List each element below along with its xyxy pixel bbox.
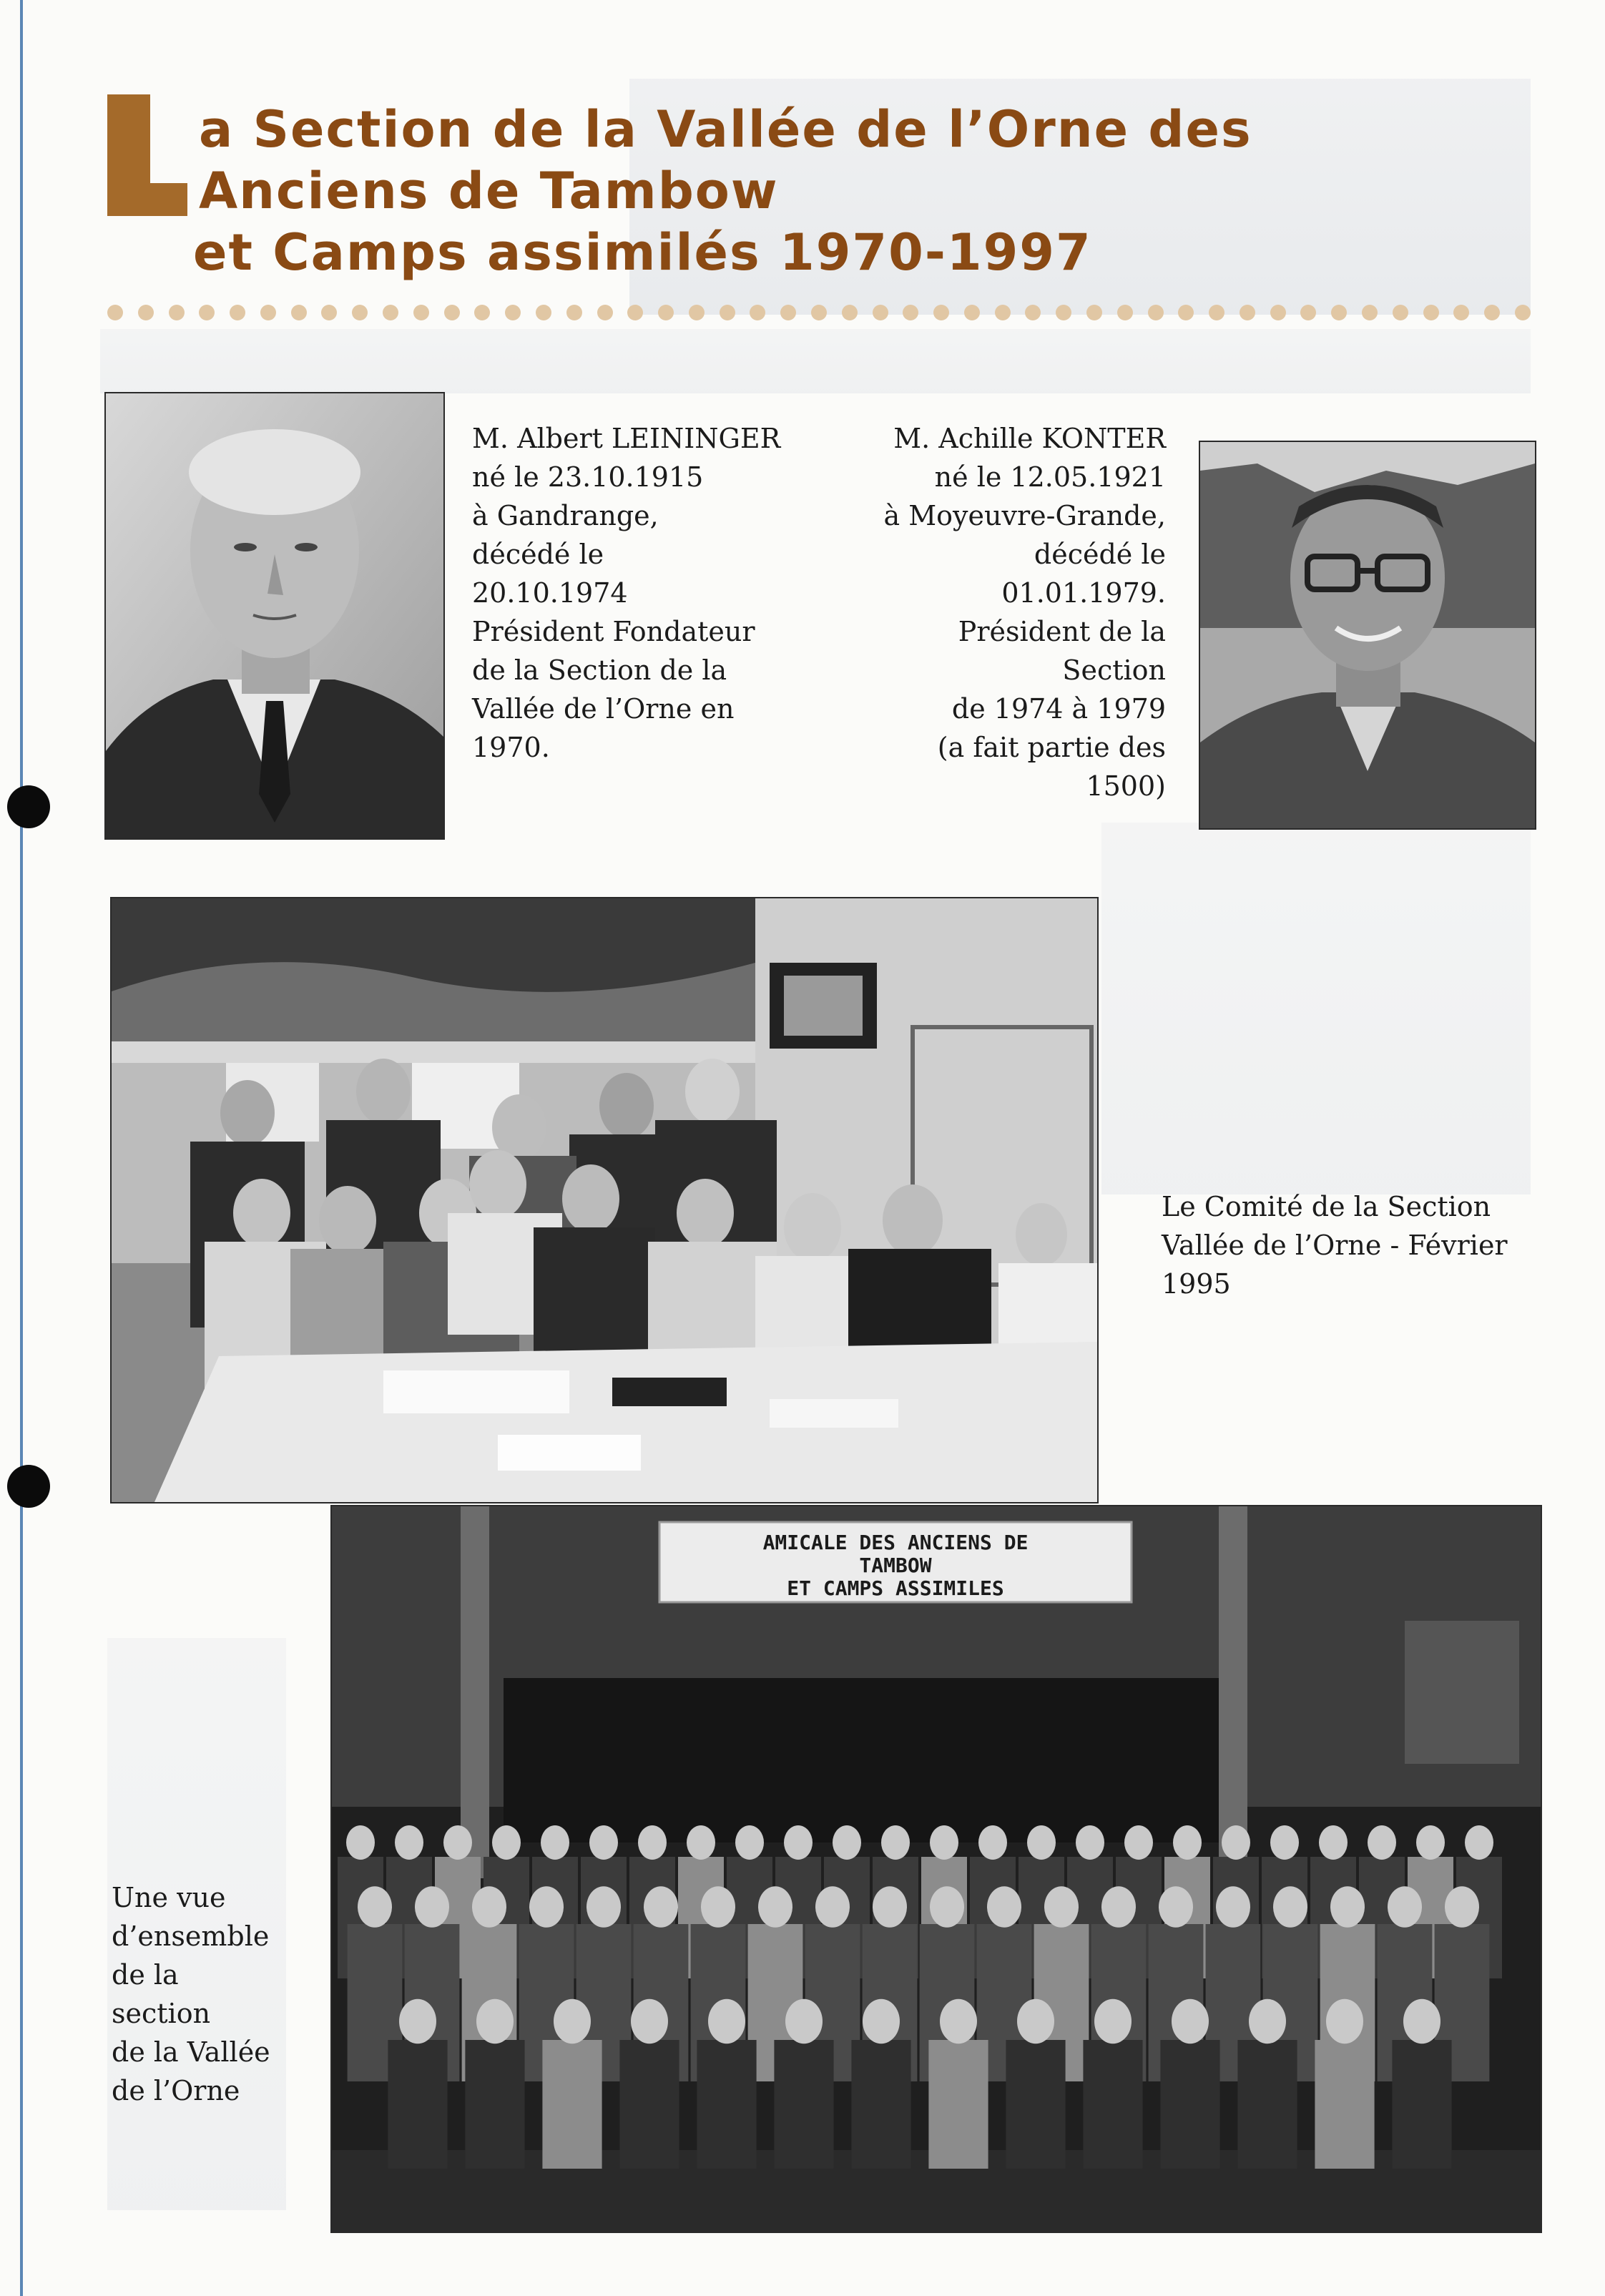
crowd-figure-body	[1160, 2040, 1219, 2169]
crowd-figure-body	[1237, 2040, 1297, 2169]
separator-dot	[1209, 305, 1224, 320]
separator-dot	[566, 305, 582, 320]
caption-line: décédé le	[472, 539, 604, 570]
separator-dot	[383, 305, 398, 320]
caption-line: décédé le	[1034, 539, 1166, 570]
page-title	[193, 99, 1379, 283]
caption-line: M. Achille KONTER	[893, 423, 1166, 454]
separator-dot	[169, 305, 185, 320]
banner-line: TAMBOW	[859, 1554, 932, 1577]
crowd-figure-head	[1173, 1825, 1202, 1860]
caption-line: Section	[1062, 654, 1166, 686]
separator-dot	[658, 305, 674, 320]
separator-dot	[1484, 305, 1500, 320]
caption-line: de 1974 à 1979	[951, 693, 1166, 725]
crowd-figure-head	[833, 1825, 861, 1860]
caption-line: 01.01.1979.	[1001, 577, 1166, 609]
crowd-figure-body	[1006, 2040, 1065, 2169]
title-line: Anciens de Tambow	[199, 162, 779, 220]
separator-dot	[474, 305, 490, 320]
caption-line: 20.10.1974	[472, 577, 628, 609]
crowd-figure-head	[815, 1886, 850, 1928]
separator-dot	[138, 305, 154, 320]
crowd-figure-head	[1027, 1825, 1056, 1860]
separator-dot	[750, 305, 765, 320]
caption-line: Président de la	[958, 616, 1166, 647]
crowd-figure-head	[785, 1999, 823, 2044]
separator-dot	[1453, 305, 1469, 320]
separator-dot	[964, 305, 980, 320]
crowd-figure-head	[443, 1825, 472, 1860]
crowd-figure-head	[687, 1825, 715, 1860]
crowd-figure-head	[1017, 1999, 1054, 2044]
crowd-figure-head	[476, 1999, 514, 2044]
crowd-figure-head	[1076, 1825, 1104, 1860]
title-line: a Section de la Vallée de l’Orne des	[199, 100, 1252, 159]
crowd-figure-head	[644, 1886, 678, 1928]
crowd-figure-head	[415, 1886, 449, 1928]
crowd-figure-body	[1083, 2040, 1142, 2169]
crowd-figure-head	[1249, 1999, 1286, 2044]
caption-line: (a fait partie des	[937, 732, 1166, 763]
crowd-figure-head	[1445, 1886, 1479, 1928]
portrait-caption-left	[472, 419, 780, 767]
crowd-figure-head	[586, 1886, 621, 1928]
crowd-figure-head	[1270, 1825, 1299, 1860]
crowd-figure-body	[619, 2040, 679, 2169]
crowd-figure-head	[1172, 1999, 1209, 2044]
crowd-figure-head	[1124, 1825, 1153, 1860]
crowd-figure-head	[1216, 1886, 1250, 1928]
dotted-separator	[107, 302, 1531, 323]
separator-dot	[995, 305, 1011, 320]
caption-line: né le 12.05.1921	[934, 461, 1166, 493]
separator-dot	[842, 305, 858, 320]
crowd-figure-head	[873, 1886, 907, 1928]
crowd-figure-head	[1416, 1825, 1445, 1860]
caption-line: à Gandrange,	[472, 500, 659, 531]
separator-dot	[1423, 305, 1439, 320]
portrait-photo-right	[1199, 441, 1536, 830]
crowd-figure-head	[1222, 1825, 1250, 1860]
crowd-figure-head	[1403, 1999, 1440, 2044]
committee-caption	[1162, 1187, 1508, 1303]
crowd-figure-head	[784, 1825, 813, 1860]
crowd-figure-head	[1330, 1886, 1365, 1928]
separator-dot	[627, 305, 643, 320]
crowd-figure-body	[465, 2040, 524, 2169]
punch-hole-bottom	[7, 1465, 50, 1508]
separator-dot	[1362, 305, 1378, 320]
crowd-figure-head	[930, 1825, 958, 1860]
crowd-figure-head	[1319, 1825, 1348, 1860]
caption-line: d’ensemble	[112, 1920, 270, 1952]
title-line: et Camps assimilés 1970-1997	[193, 223, 1092, 282]
caption-line: section	[112, 1998, 211, 2029]
separator-dot	[780, 305, 796, 320]
crowd-figure-head	[701, 1886, 735, 1928]
committee-photo	[110, 897, 1099, 1503]
separator-dot	[1178, 305, 1194, 320]
caption-line: de la Vallée	[112, 2036, 270, 2068]
crowd-figure-head	[863, 1999, 900, 2044]
separator-dot	[199, 305, 215, 320]
crowd-figure-head	[1368, 1825, 1396, 1860]
separator-dot	[903, 305, 918, 320]
caption-line: de la Section de la	[472, 654, 727, 686]
caption-line: 1500)	[1086, 770, 1166, 802]
crowd-figure-head	[1044, 1886, 1079, 1928]
crowd-figure-head	[346, 1825, 375, 1860]
caption-line: né le 23.10.1915	[472, 461, 704, 493]
crowd-figure-head	[1388, 1886, 1422, 1928]
crowd-figure-head	[930, 1886, 964, 1928]
portrait-photo-left	[104, 392, 445, 840]
crowd-figure-body	[774, 2040, 833, 2169]
bleed-through-area	[1101, 823, 1531, 1194]
crowd-figure-head	[1101, 1886, 1136, 1928]
separator-dot	[321, 305, 337, 320]
crowd-figure-head	[395, 1825, 423, 1860]
crowd-figure-head	[472, 1886, 506, 1928]
crowd-figure-body	[928, 2040, 988, 2169]
separator-dot	[1270, 305, 1286, 320]
separator-dot	[230, 305, 245, 320]
punch-hole-top	[7, 785, 50, 828]
separator-dot	[444, 305, 460, 320]
group-caption	[112, 1878, 270, 2110]
separator-dot	[873, 305, 888, 320]
crowd-figure-body	[388, 2040, 447, 2169]
separator-dot	[260, 305, 276, 320]
separator-dot	[1117, 305, 1133, 320]
crowd-figure-head	[492, 1825, 521, 1860]
crowd-figure-head	[1094, 1999, 1132, 2044]
separator-dot	[1148, 305, 1164, 320]
crowd-figure-head	[881, 1825, 910, 1860]
crowd-figure-head	[589, 1825, 618, 1860]
crowd-figure-head	[358, 1886, 392, 1928]
banner	[659, 1522, 1132, 1602]
separator-dot	[291, 305, 307, 320]
separator-dot	[1086, 305, 1102, 320]
crowd-figure-head	[638, 1825, 667, 1860]
crowd-figure-body	[1315, 2040, 1374, 2169]
crowd-figure-body	[851, 2040, 911, 2169]
crowd-figure-head	[735, 1825, 764, 1860]
crowd-figure-head	[708, 1999, 745, 2044]
crowd-figure-body	[697, 2040, 756, 2169]
separator-dot	[689, 305, 705, 320]
crowd-figure-body	[1392, 2040, 1451, 2169]
separator-dot	[933, 305, 949, 320]
caption-line: 1970.	[472, 732, 550, 763]
crowd-figure-head	[1159, 1886, 1193, 1928]
crowd-figure-head	[987, 1886, 1021, 1928]
separator-dot	[1515, 305, 1531, 320]
bleed-through-area	[100, 329, 1531, 393]
separator-dot	[1056, 305, 1071, 320]
separator-dot	[1025, 305, 1041, 320]
separator-dot	[107, 305, 123, 320]
separator-dot	[352, 305, 368, 320]
separator-dot	[536, 305, 551, 320]
separator-dot	[811, 305, 827, 320]
separator-dot	[597, 305, 613, 320]
binder-edge-line	[20, 0, 23, 2296]
crowd-figure-head	[940, 1999, 977, 2044]
drop-cap-initial	[107, 94, 187, 216]
separator-dot	[1240, 305, 1255, 320]
caption-line: de la	[112, 1959, 179, 1991]
banner-line: AMICALE DES ANCIENS DE	[762, 1531, 1029, 1554]
caption-line: 1995	[1162, 1268, 1231, 1300]
crowd-figure-head	[541, 1825, 569, 1860]
caption-line: Président Fondateur	[472, 616, 755, 647]
caption-line: Le Comité de la Section	[1162, 1191, 1491, 1222]
caption-line: Une vue	[112, 1882, 226, 1913]
crowd-figure-head	[529, 1886, 564, 1928]
crowd-figure-head	[758, 1886, 792, 1928]
crowd-figure-head	[1326, 1999, 1363, 2044]
banner-line: ET CAMPS ASSIMILES	[787, 1576, 1004, 1600]
caption-line: M. Albert LEININGER	[472, 423, 781, 454]
crowd-figure-head	[554, 1999, 591, 2044]
crowd-figure-head	[631, 1999, 668, 2044]
separator-dot	[720, 305, 735, 320]
caption-line: Vallée de l’Orne en	[472, 693, 735, 725]
separator-dot	[413, 305, 429, 320]
separator-dot	[1393, 305, 1408, 320]
caption-line: à Moyeuvre-Grande,	[883, 500, 1166, 531]
crowd-figure-body	[542, 2040, 602, 2169]
portrait-caption-right	[815, 419, 1166, 805]
crowd-figure-head	[978, 1825, 1007, 1860]
crowd-figure-head	[1465, 1825, 1493, 1860]
separator-dot	[1300, 305, 1316, 320]
caption-line: de l’Orne	[112, 2075, 240, 2106]
separator-dot	[505, 305, 521, 320]
separator-dot	[1331, 305, 1347, 320]
caption-line: Vallée de l’Orne - Février	[1162, 1230, 1508, 1261]
crowd-figure-head	[1273, 1886, 1307, 1928]
crowd-figure-head	[399, 1999, 436, 2044]
group-photo	[330, 1505, 1542, 2233]
